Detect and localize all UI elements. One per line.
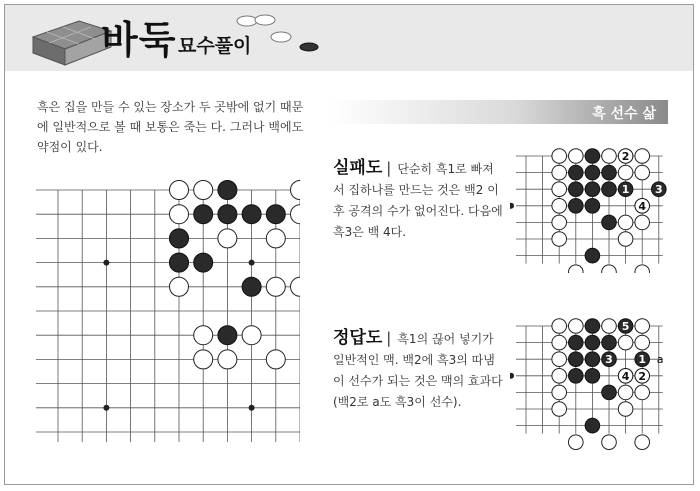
white-stone (635, 215, 650, 230)
move-number: 2 (638, 369, 647, 383)
black-stone (170, 229, 189, 248)
white-stone (618, 402, 633, 417)
section-banner-label: 흑 선수 삶 (592, 106, 656, 122)
failure-section (333, 158, 503, 243)
black-stone (218, 205, 237, 224)
black-stone (585, 149, 600, 164)
header-band (5, 5, 693, 71)
black-stone (569, 165, 584, 180)
white-stone (552, 335, 567, 350)
star-point (103, 260, 109, 266)
black-stone (602, 335, 617, 350)
move-number: 1 (621, 183, 630, 197)
black-stone (585, 319, 600, 334)
white-stone (552, 369, 567, 384)
white-stone (618, 335, 633, 350)
white-stone (552, 402, 567, 417)
white-stone (552, 165, 567, 180)
white-stone (170, 277, 189, 296)
white-stone (569, 265, 584, 273)
black-stone (266, 205, 285, 224)
black-stone (585, 182, 600, 197)
black-stone (569, 369, 584, 384)
black-stone (242, 277, 261, 296)
move-number: 4 (638, 199, 647, 213)
white-stone (242, 326, 261, 345)
white-stone (170, 205, 189, 224)
black-stone (218, 326, 237, 345)
correct-title: 정답도 (333, 328, 383, 348)
section-banner (330, 100, 668, 124)
black-stone (218, 181, 237, 200)
black-stone (585, 335, 600, 350)
white-stone (552, 199, 567, 214)
move-number: 3 (605, 353, 613, 367)
correct-go-board (510, 318, 690, 458)
white-stone (291, 205, 301, 224)
white-stone (635, 165, 650, 180)
white-stone (266, 277, 285, 296)
white-stone (618, 232, 633, 247)
white-stone (266, 229, 285, 248)
white-stone (291, 181, 301, 200)
star-point (249, 405, 255, 411)
intro-text: 흑은 집을 만들 수 있는 장소가 두 곳밖에 없기 때문에 일반적으로 볼 때 보통은 죽는 다. 그러나 백에도 약점이 있다. (37, 100, 304, 154)
star-point (103, 405, 109, 411)
star-point (249, 260, 255, 266)
white-stone (552, 385, 567, 400)
white-stone (569, 149, 584, 164)
white-stone (635, 265, 650, 273)
black-stone (194, 205, 213, 224)
white-stone (552, 319, 567, 334)
black-stone (569, 182, 584, 197)
white-stone (194, 350, 213, 369)
white-stone (552, 232, 567, 247)
black-stone (569, 335, 584, 350)
white-stone (194, 326, 213, 345)
star-point (510, 203, 514, 209)
move-number: 5 (621, 320, 630, 333)
white-stone (552, 352, 567, 367)
point-a-label: a (656, 353, 664, 367)
white-stone (602, 149, 617, 164)
failure-title: 실패도 (333, 158, 383, 178)
black-stone (585, 352, 600, 367)
star-point (510, 373, 514, 379)
white-stone (618, 215, 633, 230)
white-stone (602, 265, 617, 273)
black-stone (170, 253, 189, 272)
black-stone (602, 165, 617, 180)
failure-go-board (510, 148, 670, 273)
black-stone (585, 418, 600, 433)
page-subtitle: 묘수풀이 (178, 35, 252, 57)
black-stone (242, 205, 261, 224)
black-stone (585, 369, 600, 384)
white-stone (266, 350, 285, 369)
white-stone (170, 181, 189, 200)
page-title: 바둑 (101, 18, 177, 62)
move-number: 4 (621, 369, 630, 383)
white-stone (552, 182, 567, 197)
white-stone (291, 277, 301, 296)
white-stone (635, 335, 650, 350)
black-stone (602, 182, 617, 197)
white-stone (218, 229, 237, 248)
failure-text: 단순히 흑1로 빠져서 집하나를 만드는 것은 백2 이후 공격의 수가 없어진다. 다음에 흑3은 백 4다. (333, 162, 503, 239)
white-stone (569, 435, 584, 450)
correct-section (333, 328, 503, 413)
white-stone (635, 385, 650, 400)
white-stone (218, 350, 237, 369)
black-stone (194, 253, 213, 272)
black-stone (602, 385, 617, 400)
failure-divider: | (386, 159, 392, 177)
black-stone (585, 199, 600, 214)
white-stone (602, 319, 617, 334)
white-stone (618, 165, 633, 180)
black-stone (569, 199, 584, 214)
move-number: 3 (654, 183, 663, 197)
white-stone (552, 215, 567, 230)
correct-text: 흑1의 끊어 넣기가 일반적인 맥. 백2에 흑3의 따냄이 선수가 되는 것은 맥의 효과다(백2로 a도 흑3이 선수). (333, 332, 503, 409)
move-number: 2 (621, 150, 630, 163)
white-stone (194, 181, 213, 200)
correct-divider: | (386, 329, 392, 347)
white-stone (569, 319, 584, 334)
white-stone (635, 149, 650, 164)
main-go-board (30, 178, 300, 453)
white-stone (552, 149, 567, 164)
white-stone (635, 435, 650, 450)
move-number: 1 (638, 353, 647, 367)
go-stones-icon (235, 11, 320, 61)
black-stone (585, 165, 600, 180)
white-stone (635, 319, 650, 334)
white-stone (618, 385, 633, 400)
black-stone (569, 352, 584, 367)
black-stone (602, 215, 617, 230)
black-stone (585, 248, 600, 263)
white-stone (602, 435, 617, 450)
